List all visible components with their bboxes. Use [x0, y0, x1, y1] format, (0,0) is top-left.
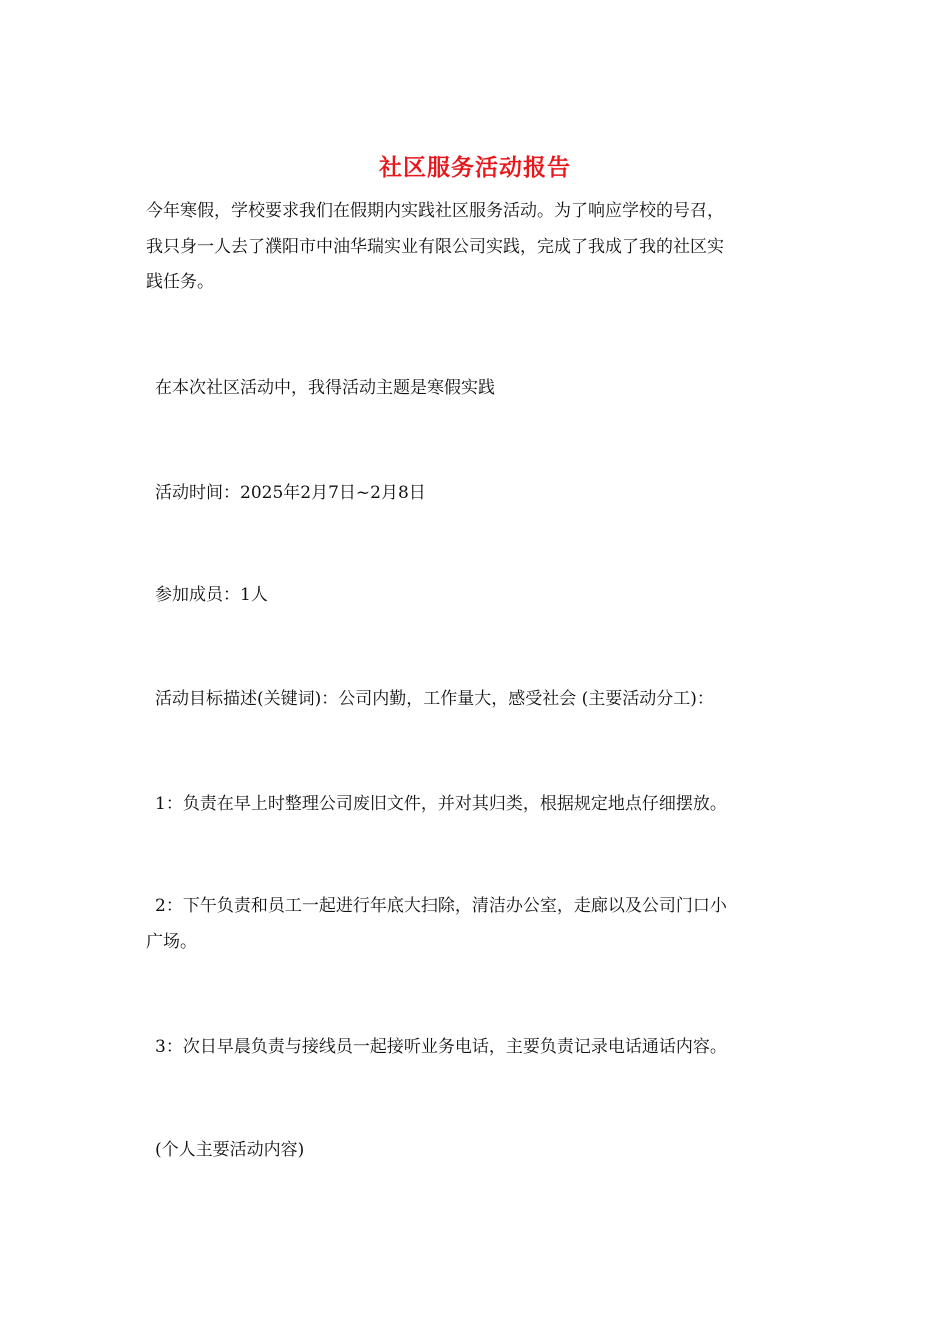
intro-paragraph: [146, 194, 806, 301]
intro-line: 今年寒假，学校要求我们在假期内实践社区服务活动。为了响应学校的号召，: [146, 201, 724, 221]
personal-paragraph: [146, 1133, 806, 1169]
intro-line: 践任务。: [146, 272, 214, 292]
task1-text: 1：负责在早上时整理公司废旧文件，并对其归类，根据规定地点仔细摆放。: [155, 794, 727, 814]
theme-text: 在本次社区活动中，我得活动主题是寒假实践: [155, 378, 495, 398]
task1-paragraph: [146, 787, 806, 823]
goal-text: 活动目标描述(关键词)：公司内勤，工作量大，感受社会 (主要活动分工)：: [155, 689, 714, 709]
task2-paragraph: [146, 889, 806, 960]
task3-text: 3：次日早晨负责与接线员一起接听业务电话，主要负责记录电话通话内容。: [155, 1037, 727, 1057]
time-text: 活动时间：2025年2月7日~2月8日: [155, 483, 426, 503]
task2-line: 广场。: [146, 931, 197, 952]
document-title: 社区服务活动报告: [379, 154, 571, 181]
time-paragraph: [146, 476, 806, 512]
members-text: 参加成员：1人: [155, 585, 268, 605]
personal-text: (个人主要活动内容): [155, 1140, 305, 1160]
theme-paragraph: [146, 371, 806, 407]
intro-line: 我只身一人去了濮阳市中油华瑞实业有限公司实践，完成了我成了我的社区实: [146, 236, 724, 257]
goal-paragraph: [146, 682, 806, 718]
task2-line: 2：下午负责和员工一起进行年底大扫除，清洁办公室，走廊以及公司门口小: [155, 896, 727, 916]
members-paragraph: [146, 578, 806, 614]
task3-paragraph: [146, 1030, 806, 1066]
